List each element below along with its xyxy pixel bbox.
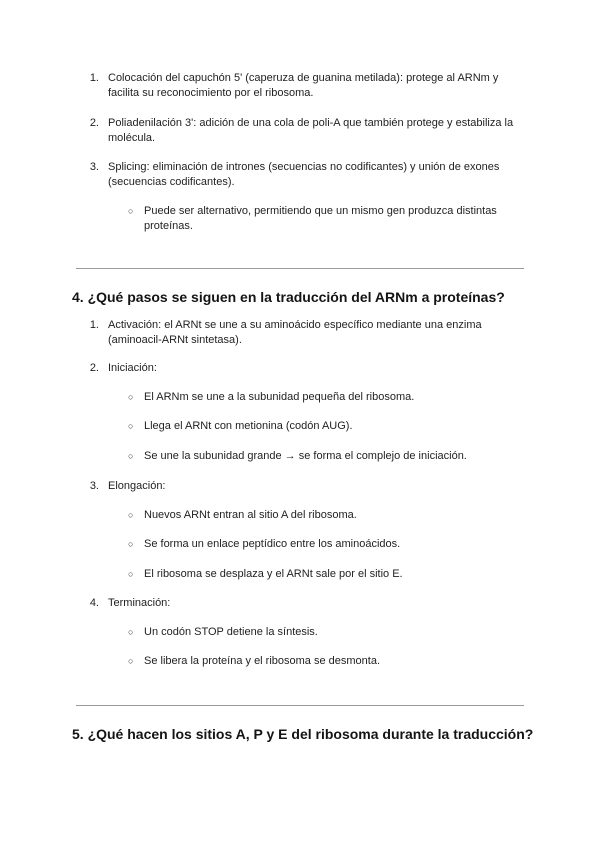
horizontal-divider [76,705,524,706]
list-text: Activación: el ARNt se une a su aminoácido específico mediante una enzima (aminoacil-ARNt sintetasa). [108,319,482,346]
list-text: Terminación: [108,597,171,609]
list-text: Splicing: eliminación de intrones (secuencias no codificantes) y unión de exones (secuencias codificantes). [108,161,500,188]
list-number: 3. [89,480,99,492]
circle-bullet-icon: ○ [128,569,134,579]
section-heading: 4. ¿Qué pasos se siguen en la traducción del ARNm a proteínas? [72,289,505,305]
horizontal-divider [76,268,524,269]
circle-bullet-icon: ○ [128,421,134,431]
sub-list-text: Nuevos ARNt entran al sitio A del ribosoma. [144,509,357,521]
circle-bullet-icon: ○ [128,539,134,549]
circle-bullet-icon: ○ [128,392,134,402]
list-number: 1. [89,319,99,331]
list-number: 3. [89,161,99,173]
list-text: Iniciación: [108,362,157,374]
sub-list-text: Se libera la proteína y el ribosoma se desmonta. [144,655,381,667]
circle-bullet-icon: ○ [128,627,134,637]
list-text: Colocación del capuchón 5' (caperuza de guanina metilada): protege al ARNm y facilita su reconocimiento por el ribosoma. [108,72,499,99]
list-number: 2. [89,362,99,374]
sub-list-text: El ribosoma se desplaza y el ARNt sale por el sitio E. [144,568,403,580]
circle-bullet-icon: ○ [128,510,134,520]
sub-list-text: Llega el ARNt con metionina (codón AUG). [144,420,353,432]
circle-bullet-icon: ○ [128,451,134,461]
circle-bullet-icon: ○ [128,656,134,666]
sub-list-text: El ARNm se une a la subunidad pequeña del ribosoma. [144,391,415,403]
list-number: 4. [89,597,99,609]
list-text: Elongación: [108,480,166,492]
list-number: 1. [89,72,99,84]
circle-bullet-icon: ○ [128,206,134,216]
section-heading: 5. ¿Qué hacen los sitios A, P y E del ribosoma durante la traducción? [72,726,534,742]
list-text: Poliadenilación 3': adición de una cola de poli-A que también protege y estabiliza la molécula. [108,117,514,144]
sub-list-text: Se forma un enlace peptídico entre los aminoácidos. [144,538,401,550]
list-number: 2. [89,117,99,129]
sub-list-text: Un codón STOP detiene la síntesis. [144,626,318,638]
sub-list-text: Se une la subunidad grande → se forma el complejo de iniciación. [144,450,467,462]
sub-list-text: Puede ser alternativo, permitiendo que un mismo gen produzca distintas proteínas. [144,205,497,232]
